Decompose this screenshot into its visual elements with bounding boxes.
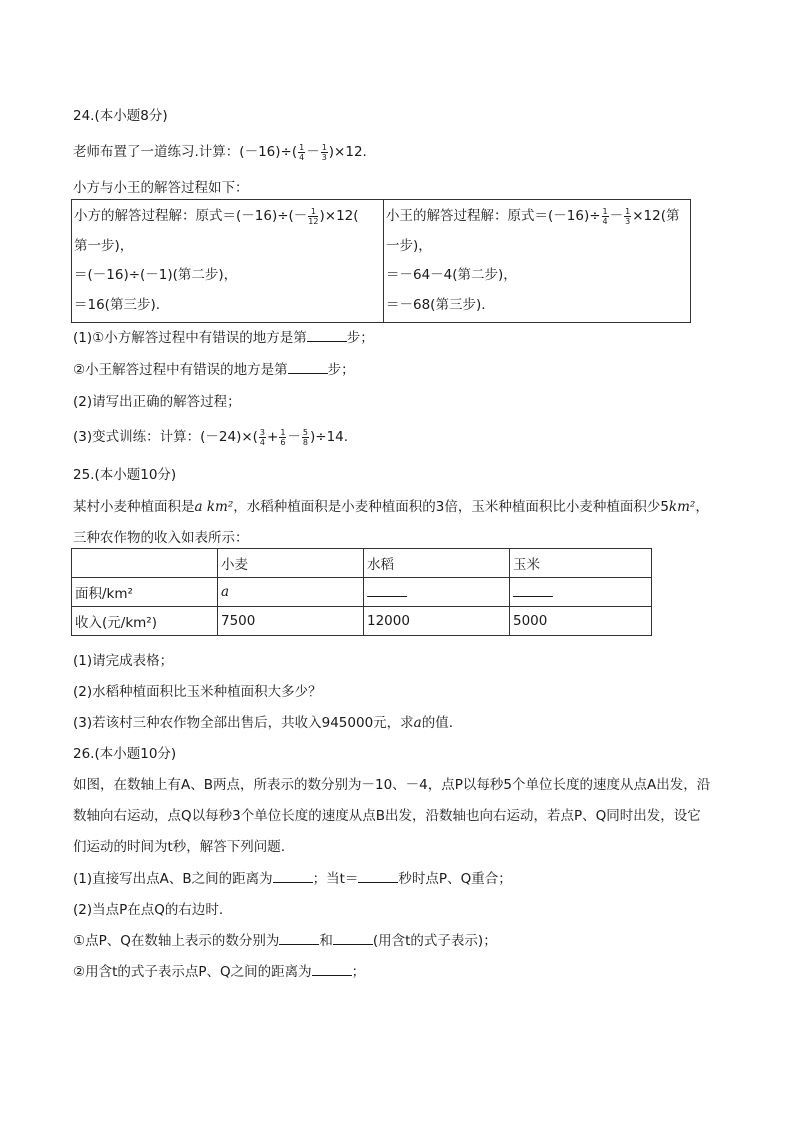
q26-line1: 如图，在数轴上有A、B两点，所表示的数分别为－10、－4，点P以每秒5个单位长度的速度从点A出发，沿 <box>73 777 711 793</box>
crops-income-corn: 5000 <box>510 607 652 636</box>
q24-part2: (2)请写出正确的解答过程； <box>73 394 241 410</box>
fang-frac: $\frac{1}{12}$ <box>308 206 319 226</box>
q25-crops-table <box>71 548 652 636</box>
crops-area-wheat: a <box>218 578 364 607</box>
crops-income-rice: 12000 <box>364 607 510 636</box>
q24-lead: 小方与小王的解答过程如下： <box>73 180 249 196</box>
crops-income-row <box>72 607 652 636</box>
crops-income-label: 收入(元/km²) <box>72 607 218 636</box>
wang-line2: 一步)， <box>386 237 432 254</box>
wang-line1: 小王的解答过程解：原式＝(－16)÷ $\frac{1}{4}$ － $\frac{1}{3}$ ×12(第 <box>386 206 680 226</box>
q26-part3: ①点P、Q在数轴上表示的数分别为 和 (用含t的式子表示)； <box>73 933 497 949</box>
q25-part2: (2)水稻种植面积比玉米种植面积大多少？ <box>73 684 322 700</box>
q26-distance-pq-blank[interactable] <box>312 963 352 976</box>
wang-solution-cell <box>384 200 691 323</box>
crops-header-empty <box>72 549 218 578</box>
q26-part4: ②用含t的式子表示点P、Q之间的距离为 ； <box>73 964 366 980</box>
q24-intro-expr-a: (－16)÷( <box>239 144 298 160</box>
q26-time-blank[interactable] <box>358 870 398 883</box>
wang-line4: ＝－68(第三步). <box>386 296 486 313</box>
crops-header-row <box>72 549 652 578</box>
q24-part3: (3)变式训练：计算：(－24)×( $\frac{3}{4}$ + $\frac{1}{6}$ － $\frac{5}{8}$ )÷14. <box>73 427 349 447</box>
fang-solution-cell <box>72 200 384 323</box>
q24-p4-frac2: $\frac{1}{6}$ <box>280 427 286 447</box>
q24-answer-blank-1[interactable] <box>307 329 347 342</box>
q24-p4-frac1: $\frac{3}{4}$ <box>259 427 266 447</box>
crops-header-rice: 水稻 <box>364 549 510 578</box>
wang-line3: ＝－64－4(第二步)， <box>386 267 517 283</box>
q25-part3: (3)若该村三种农作物全部出售后，共收入945000元，求a的值. <box>73 715 454 731</box>
q26-line2: 数轴向右运动，点Q以每秒3个单位长度的速度从点B出发，沿数轴也向右运动，若点P、Q同时出发，设它 <box>73 808 701 824</box>
q24-intro: 老师布置了一道练习.计算：(－16)÷( $\frac{1}{4}$ － $\frac{1}{3}$ )×12. <box>73 142 367 162</box>
q24-intro-text: 老师布置了一道练习.计算： <box>73 144 240 160</box>
q26-q-blank[interactable] <box>333 932 373 945</box>
q25-line1: 某村小麦种植面积是a km²，水稻种植面积是小麦种植面积的3倍，玉米种植面积比小麦种植面积少5km²， <box>73 499 709 515</box>
q26-header: 26.(本小题10分) <box>73 746 177 762</box>
crops-area-label: 面积/km² <box>72 578 218 607</box>
corn-area-blank[interactable] <box>513 584 553 597</box>
crops-area-row <box>72 578 652 607</box>
crops-income-wheat: 7500 <box>218 607 364 636</box>
q26-line3: 们运动的时间为t秒，解答下列问题. <box>73 839 286 855</box>
crops-area-corn <box>510 578 652 607</box>
q26-p-blank[interactable] <box>279 932 319 945</box>
fang-line4: ＝16(第三步). <box>74 296 161 313</box>
q24-intro-frac2: $\frac{1}{3}$ <box>321 142 327 162</box>
q26-part2: (2)当点P在点Q的右边时. <box>73 902 224 918</box>
q26-part1: (1)直接写出点A、B之间的距离为 ；当t＝ 秒时点P、Q重合； <box>73 871 512 887</box>
crops-header-corn: 玉米 <box>510 549 652 578</box>
wang-frac2: $\frac{1}{3}$ <box>625 206 631 226</box>
q25-header: 25.(本小题10分) <box>73 467 177 483</box>
q24-intro-frac1: $\frac{1}{4}$ <box>299 142 305 162</box>
q24-solutions-table <box>71 199 691 323</box>
q24-intro-expr-b: )×12. <box>328 144 367 160</box>
q26-distance-blank[interactable] <box>273 870 313 883</box>
rice-area-blank[interactable] <box>367 584 407 597</box>
fang-line1: 小方的解答过程解：原式＝(－16)÷(－ $\frac{1}{12}$ )×12( <box>74 206 359 226</box>
fang-line2: 第一步)， <box>74 237 134 254</box>
q25-line2: 三种农作物的收入如表所示： <box>73 530 249 546</box>
q24-p4-frac3: $\frac{5}{8}$ <box>302 427 309 447</box>
crops-header-wheat: 小麦 <box>218 549 364 578</box>
crops-area-rice <box>364 578 510 607</box>
wang-frac1: $\frac{1}{4}$ <box>602 206 608 226</box>
q24-answer-blank-2[interactable] <box>288 361 328 374</box>
q24-part1: (1)①小方解答过程中有错误的地方是第 步； <box>73 330 374 346</box>
q24-part1-2: ②小王解答过程中有错误的地方是第 步； <box>73 362 355 378</box>
q24-header: 24.(本小题8分) <box>73 108 168 124</box>
fang-line3: ＝(－16)÷(－1)(第二步)， <box>74 267 238 283</box>
q25-part1: (1)请完成表格； <box>73 653 174 669</box>
